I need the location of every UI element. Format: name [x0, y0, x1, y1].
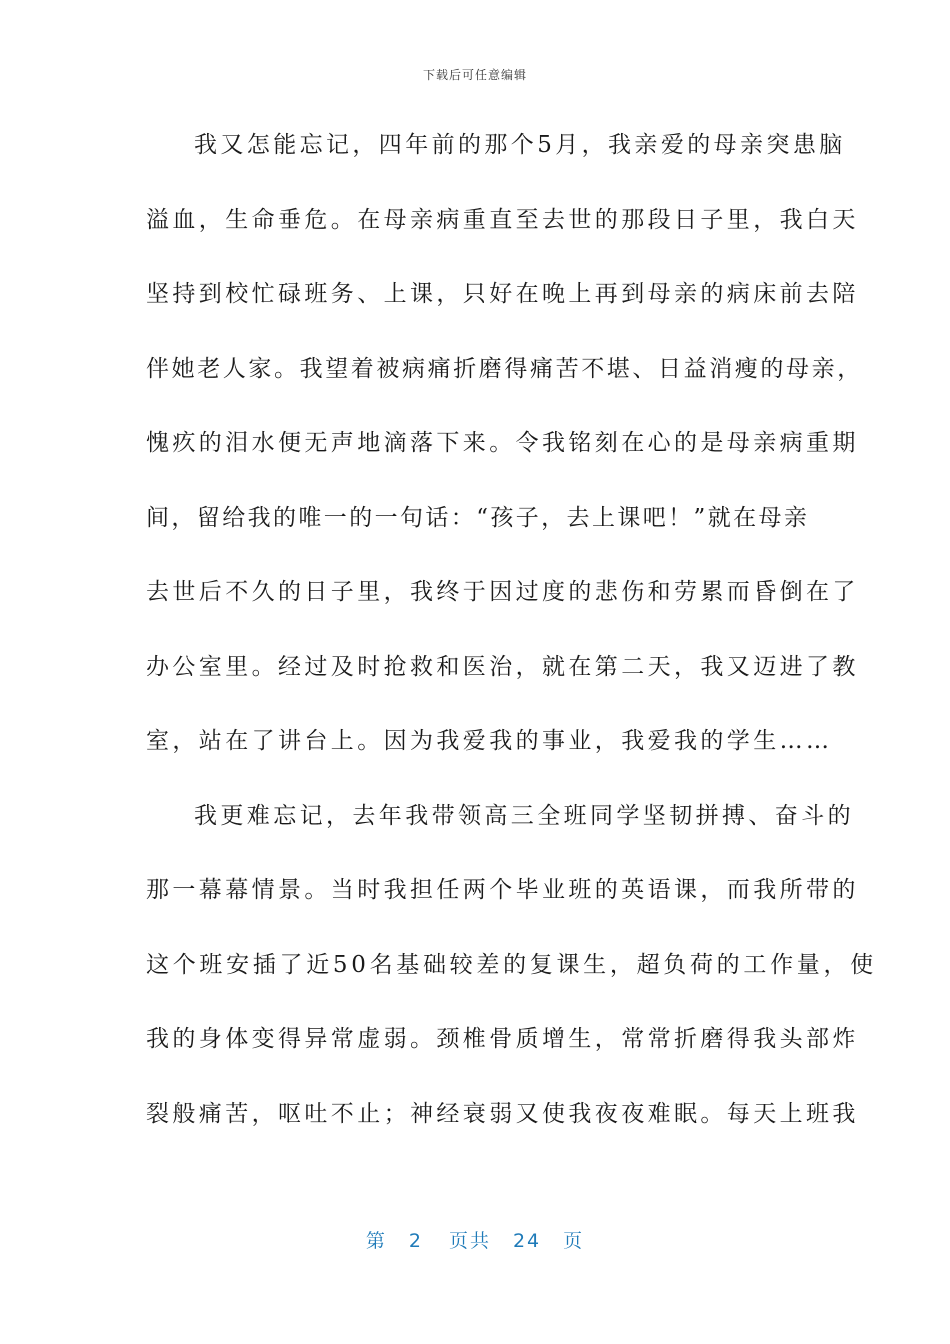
paragraph-line: 那一幕幕情景。当时我担任两个毕业班的英语课，而我所带的 — [146, 877, 859, 903]
paragraph-line: 室，站在了讲台上。因为我爱我的事业，我爱我的学生…… — [146, 728, 833, 754]
current-page-number: 2 — [408, 1230, 423, 1252]
total-pages-number: 24 — [512, 1230, 542, 1252]
paragraph-line: 坚持到校忙碌班务、上课，只好在晚上再到母亲的病床前去陪 — [146, 281, 859, 307]
paragraph-line: 去世后不久的日子里，我终于因过度的悲伤和劳累而昏倒在了 — [146, 579, 859, 605]
paragraph-line: 我又怎能忘记，四年前的那个5月，我亲爱的母亲突患脑 — [194, 132, 846, 158]
paragraph-line: 裂般痛苦，呕吐不止；神经衰弱又使我夜夜难眠。每天上班我 — [146, 1100, 859, 1127]
paragraph-line: 办公室里。经过及时抢救和医治，就在第二天，我又迈进了教 — [146, 653, 859, 680]
paragraph-line: 愧疚的泪水便无声地滴落下来。令我铭刻在心的是母亲病重期 — [146, 430, 859, 456]
paragraph-line: 我的身体变得异常虚弱。颈椎骨质增生，常常折磨得我头部炸 — [146, 1026, 859, 1052]
paragraph-line: 伴她老人家。我望着被病痛折磨得痛苦不堪、日益消瘦的母亲， — [146, 355, 863, 382]
page-footer — [0, 1226, 950, 1253]
page-header: 下载后可任意编辑 — [422, 68, 527, 82]
paragraph-line: 这个班安插了近50名基础较差的复课生，超负荷的工作量，使 — [146, 951, 877, 978]
document-body — [146, 118, 877, 1161]
paragraph-line: 间，留给我的唯一的一句话：“孩子，去上课吧！”就在母亲 — [146, 504, 810, 531]
paragraph-line: 我更难忘记，去年我带领高三全班同学坚韧拼搏、奋斗的 — [194, 802, 854, 829]
footer-middle: 页共 — [448, 1230, 491, 1252]
paragraph-line: 溢血，生命垂危。在母亲病重直至去世的那段日子里，我白天 — [146, 206, 859, 233]
footer-suffix: 页 — [563, 1230, 585, 1252]
footer-prefix: 第 — [365, 1230, 387, 1252]
